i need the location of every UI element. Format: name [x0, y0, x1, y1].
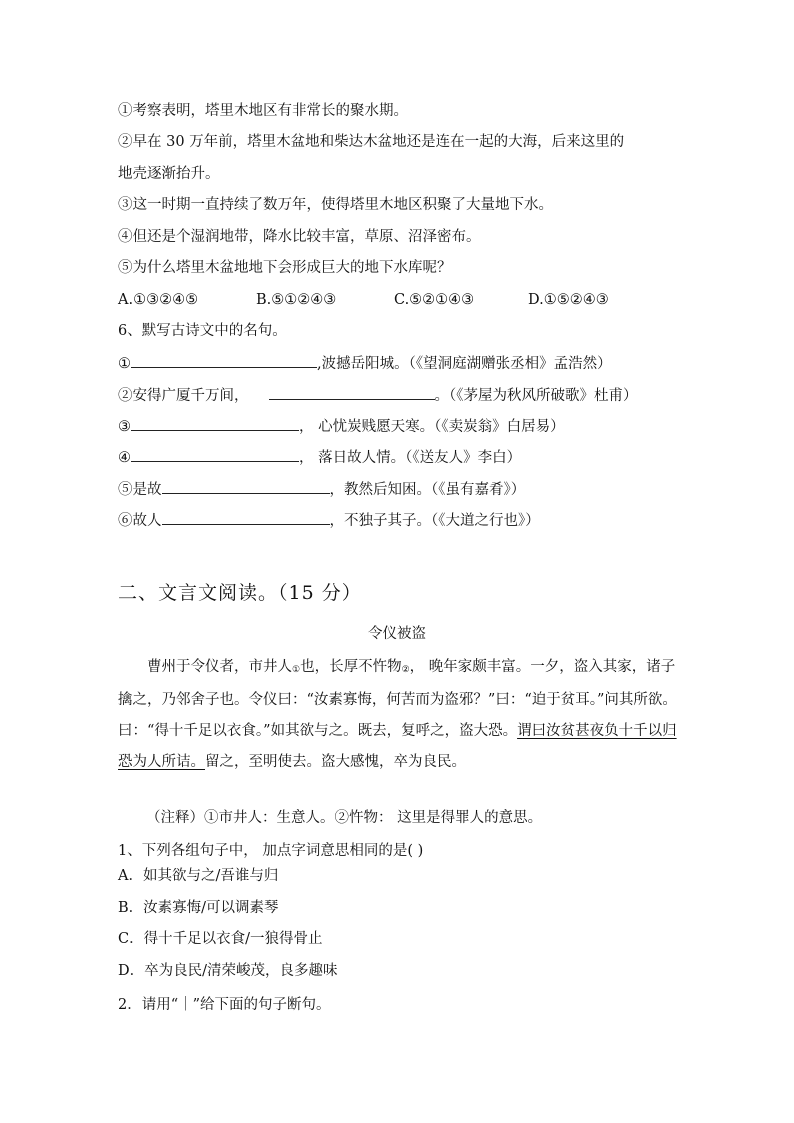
annotation-notes: （注释）①市井人：生意人。②忤物： 这里是得罪人的意思。	[146, 810, 543, 826]
note-marker-1: ①	[292, 665, 301, 675]
answer-blank-6[interactable]	[162, 509, 330, 525]
story-text-a: 曹州于令仪者，市井人	[147, 659, 292, 675]
q1-option-b: B．汝素寡悔/可以调素琴	[118, 900, 279, 916]
answer-blank-1[interactable]	[131, 352, 317, 368]
poem-3-post: ， 心忧炭贱愿天寒。（《卖炭翁》白居易）	[299, 419, 565, 435]
poem-line-5	[118, 478, 525, 500]
q5-options	[118, 290, 609, 310]
poem-6-pre: ⑥故人	[118, 513, 162, 529]
sentence-1: ①考察表明，塔里木地区有非常长的聚水期。	[118, 103, 408, 119]
section-title: 二、文言文阅读。（15 分）	[118, 582, 362, 604]
option-d: D.①⑤②④③	[528, 292, 609, 308]
q6-title: 6、默写古诗文中的名句。	[118, 323, 287, 339]
sentence-2-cont: 地壳逐渐抬升。	[118, 166, 220, 182]
story-title: 令仪被盗	[368, 626, 426, 642]
option-c: C.⑤②①④③	[394, 292, 475, 308]
answer-blank-3[interactable]	[131, 415, 299, 431]
poem-2-post: 。（《茅屋为秋风所破歌》杜甫）	[434, 388, 638, 404]
sentence-2: ②早在 30 万年前，塔里木盆地和柴达木盆地还是连在一起的大海，后来这里的	[118, 134, 625, 150]
option-b: B.⑤①②④③	[256, 292, 337, 308]
story-text-b: 也，长厚不忤物	[300, 659, 402, 675]
poem-line-2	[118, 384, 638, 406]
q2-prompt: 2．请用“｜”给下面的句子断句。	[118, 997, 331, 1013]
answer-blank-5[interactable]	[162, 478, 330, 494]
story-text-c: ， 晚年家颇丰富。一夕，盗入其家，诸子擒之，乃邻舍子也。令仪曰：“汝素寡悔，何苦而为盗邪？”曰：“迫于贫耳。”问其所欲。曰：“得十千足以衣食。”如其欲与之。既去，复呼之，盗大恐。	[118, 659, 677, 739]
story-paragraph	[118, 652, 678, 778]
poem-2-pre: ②安得广厦千万间，	[118, 388, 249, 404]
poem-line-3	[118, 415, 565, 437]
option-a: A.①③②④⑤	[118, 292, 199, 308]
underlined-sentence: 谓曰汝贫甚夜负十千以归恐为人所诘。	[118, 723, 677, 770]
q1-option-c: C．得十千足以衣食/一狼得骨止	[118, 931, 323, 947]
answer-blank-4[interactable]	[131, 446, 299, 462]
answer-blank-2[interactable]	[269, 384, 435, 400]
poem-5-post: ，教然后知困。（《虽有嘉肴》）	[329, 482, 526, 498]
poem-1-post: ,波撼岳阳城。（《望洞庭湖赠张丞相》孟浩然）	[317, 356, 612, 372]
q1-option-a: A．如其欲与之/吾谁与归	[118, 868, 279, 884]
story-text-d: 留之，至明使去。盗大感愧，卒为良民。	[205, 754, 466, 770]
poem-line-4	[118, 446, 521, 468]
sentence-3: ③这一时期一直持续了数万年，使得塔里木地区积聚了大量地下水。	[118, 197, 553, 213]
poem-6-post: ，不独子其子。（《大道之行也》）	[329, 513, 540, 529]
poem-3-pre: ③	[118, 419, 131, 435]
q1-option-d: D．卒为良民/清荣峻茂，良多趣味	[118, 963, 338, 979]
note-marker-2: ②	[401, 665, 410, 675]
poem-line-1	[118, 352, 612, 374]
sentence-5: ⑤为什么塔里木盆地地下会形成巨大的地下水库呢？	[118, 260, 452, 276]
poem-4-pre: ④	[118, 450, 131, 466]
poem-4-post: ， 落日故人情。（《送友人》李白）	[299, 450, 522, 466]
poem-1-pre: ①	[118, 356, 131, 372]
poem-line-6	[118, 509, 540, 531]
poem-5-pre: ⑤是故	[118, 482, 162, 498]
sentence-4: ④但还是个湿润地带，降水比较丰富，草原、沼泽密布。	[118, 229, 481, 245]
q1-prompt: 1、下列各组句子中， 加点字词意思相同的是( )	[118, 843, 424, 859]
